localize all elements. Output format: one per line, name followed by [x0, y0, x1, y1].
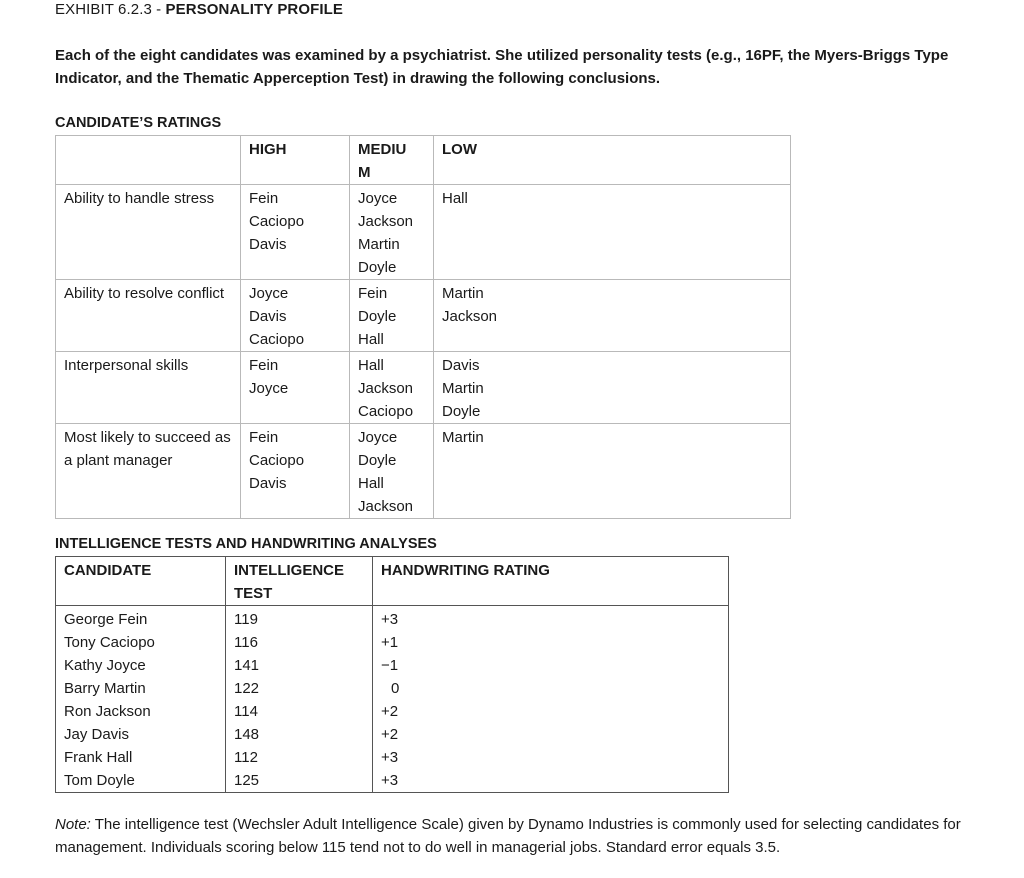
- list-item: Jackson: [358, 498, 414, 515]
- candidate-name: Barry Martin: [64, 680, 146, 697]
- list-item: Hall: [358, 357, 384, 374]
- list-item: Davis: [249, 236, 287, 253]
- list-item: Davis: [442, 357, 480, 374]
- intelligence-score: 122: [234, 680, 260, 697]
- column-intelligence: INTELLIGENCE TEST: [226, 557, 373, 606]
- high-cell: [241, 185, 350, 280]
- exhibit-number: EXHIBIT 6.2.3 -: [55, 1, 166, 18]
- handwriting-rating: +3: [381, 749, 399, 766]
- column-medium: [350, 136, 434, 185]
- intelligence-score: 116: [234, 634, 258, 651]
- list-item: Caciopo: [358, 403, 414, 420]
- list-item: Caciopo: [249, 331, 305, 348]
- list-item: Caciopo: [249, 452, 305, 469]
- ratings-heading: CANDIDATE’S RATINGS: [55, 115, 222, 131]
- high-cell: [241, 424, 350, 519]
- handwriting-rating: −1: [381, 657, 399, 674]
- handwriting-ratings: [373, 606, 729, 793]
- list-item: Hall: [442, 190, 468, 207]
- list-item: Fein: [249, 190, 279, 207]
- candidate-name: Jay Davis: [64, 726, 130, 743]
- intro-paragraph: Each of the eight candidates was examined by a psychiatrist. She utilized personality tests (e.g., 16PF, the Myers-Briggs Type Indicator, and the Thematic Apperception Test) in drawing the following conclusions.: [55, 47, 949, 87]
- ratings-row: [56, 185, 791, 280]
- low-cell: [434, 185, 791, 280]
- row-label: Interpersonal skills: [56, 352, 241, 424]
- candidate-name: Ron Jackson: [64, 703, 151, 720]
- list-item: Fein: [358, 285, 388, 302]
- medium-cell: [350, 280, 434, 352]
- low-cell: [434, 280, 791, 352]
- list-item: Doyle: [358, 452, 397, 469]
- note-paragraph: [55, 813, 985, 859]
- list-item: Joyce: [249, 285, 289, 302]
- list-item: Joyce: [358, 190, 398, 207]
- column-high: HIGH: [241, 136, 350, 185]
- candidate-name: George Fein: [64, 611, 148, 628]
- intelligence-score: 114: [234, 703, 258, 720]
- intelligence-score: 112: [234, 749, 258, 766]
- column-low: LOW: [434, 136, 791, 185]
- list-item: Davis: [249, 308, 287, 325]
- intelligence-score: 125: [234, 772, 260, 789]
- handwriting-rating: 0: [391, 680, 400, 697]
- handwriting-rating: +2: [381, 726, 399, 743]
- list-item: Martin: [358, 236, 400, 253]
- column-candidate: CANDIDATE: [56, 557, 226, 606]
- row-label: Most likely to succeed as a plant manager: [56, 424, 241, 519]
- tests-table: [55, 556, 729, 793]
- row-label: Ability to resolve conflict: [56, 280, 241, 352]
- intelligence-score: 141: [234, 657, 260, 674]
- tests-header-row: [56, 557, 729, 606]
- list-item: Martin: [442, 429, 484, 446]
- candidate-name: Tony Caciopo: [64, 634, 155, 651]
- list-item: Caciopo: [249, 213, 305, 230]
- exhibit-title: [55, 1, 343, 18]
- column-medium-line2: M: [358, 164, 371, 181]
- list-item: Martin: [442, 380, 484, 397]
- list-item: Doyle: [358, 259, 397, 276]
- list-item: Doyle: [358, 308, 397, 325]
- ratings-header-empty: [56, 136, 241, 185]
- medium-cell: [350, 424, 434, 519]
- list-item: Jackson: [358, 380, 414, 397]
- ratings-header-row: [56, 136, 791, 185]
- low-cell: [434, 424, 791, 519]
- ratings-row: [56, 280, 791, 352]
- handwriting-rating: +1: [381, 634, 399, 651]
- list-item: Martin: [442, 285, 484, 302]
- intelligence-score: 119: [234, 611, 258, 628]
- tests-heading: INTELLIGENCE TESTS AND HANDWRITING ANALYSES: [55, 536, 437, 552]
- candidate-name: Kathy Joyce: [64, 657, 146, 674]
- candidate-name: Tom Doyle: [64, 772, 135, 789]
- ratings-table: [55, 135, 791, 519]
- column-handwriting: HANDWRITING RATING: [373, 557, 729, 606]
- list-item: Joyce: [358, 429, 398, 446]
- low-cell: [434, 352, 791, 424]
- list-item: Hall: [358, 475, 384, 492]
- note-label: Note:: [55, 816, 91, 833]
- list-item: Fein: [249, 429, 279, 446]
- tests-body-row: [56, 606, 729, 793]
- row-label: Ability to handle stress: [56, 185, 241, 280]
- exhibit-name: PERSONALITY PROFILE: [165, 1, 344, 18]
- list-item: Jackson: [358, 213, 414, 230]
- handwriting-rating: +3: [381, 611, 399, 628]
- ratings-row: [56, 352, 791, 424]
- medium-cell: [350, 352, 434, 424]
- high-cell: [241, 352, 350, 424]
- handwriting-rating: +2: [381, 703, 399, 720]
- list-item: Jackson: [442, 308, 498, 325]
- list-item: Joyce: [249, 380, 289, 397]
- intelligence-score: 148: [234, 726, 260, 743]
- list-item: Fein: [249, 357, 279, 374]
- intelligence-scores: [226, 606, 373, 793]
- note-text: The intelligence test (Wechsler Adult Intelligence Scale) given by Dynamo Industries is commonly used for selecting candidates for management. Individuals scoring below 115 tend not to do well in managerial jobs. Standard error equals 3.5.: [55, 816, 961, 856]
- column-medium-line1: MEDIU: [358, 141, 407, 158]
- list-item: Davis: [249, 475, 287, 492]
- medium-cell: [350, 185, 434, 280]
- list-item: Hall: [358, 331, 384, 348]
- ratings-row: [56, 424, 791, 519]
- candidate-names: [56, 606, 226, 793]
- high-cell: [241, 280, 350, 352]
- list-item: Doyle: [442, 403, 481, 420]
- candidate-name: Frank Hall: [64, 749, 133, 766]
- handwriting-rating: +3: [381, 772, 399, 789]
